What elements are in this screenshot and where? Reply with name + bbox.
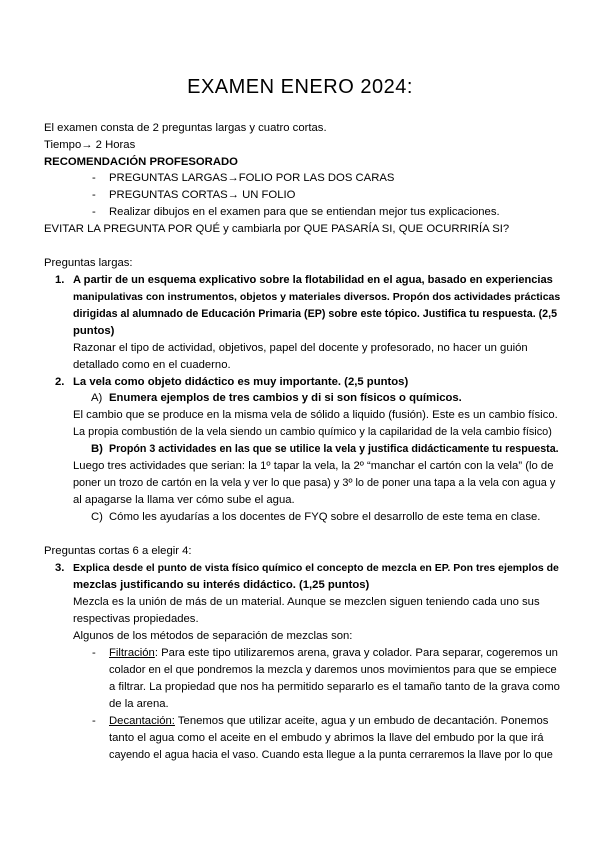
question-1-answer: Razonar el tipo de actividad, objetivos, papel del docente y profesorado, no hacer un guión (73, 342, 528, 354)
recommendation-item: PREGUNTAS LARGAS→FOLIO POR LAS DOS CARAS (109, 172, 395, 184)
decantation-text: cayendo el agua hacia el vaso. Cuando esta llegue a la punta cerraremos la llave por lo que (109, 749, 553, 761)
filtration-text: colador en el que pondremos la mezcla y daremos unos movimientos para que se empiece (109, 664, 557, 676)
bullet-dash: - (92, 715, 96, 727)
bullet-dash: - (92, 206, 96, 218)
question-2b-text: Propón 3 actividades en las que se utilice la vela y justifica didácticamente tu respuesta. (109, 443, 559, 455)
question-2a-answer: El cambio que se produce en la misma vela de sólido a liquido (fusión). Este es un cambio físico. (73, 409, 558, 421)
decantation-text: tanto el agua como el aceite en el embudo y abrimos la llave del embudo por la que irá (109, 732, 544, 744)
question-1-text: manipulativas con instrumentos, objetos y materiales diversos. Propón dos actividades prácticas (73, 291, 561, 303)
intro-line: El examen consta de 2 preguntas largas y cuatro cortas. (44, 122, 327, 134)
question-3-text: Explica desde el punto de vista físico químico el concepto de mezcla en EP. Pon tres ejemplos de (73, 562, 559, 574)
decantation-item (109, 713, 548, 730)
question-3-answer: Algunos de los métodos de separación de mezclas son: (73, 630, 353, 642)
recommendation-item: PREGUNTAS CORTAS→ UN FOLIO (109, 189, 296, 201)
filtration-item (109, 645, 558, 662)
bullet-dash: - (92, 189, 96, 201)
bullet-dash: - (92, 172, 96, 184)
bullet-dash: - (92, 647, 96, 659)
question-number: 3. (55, 562, 65, 574)
filtration-text: a filtrar. La propiedad que nos ha permitido separarlo es el tamaño tanto de la grava como (109, 681, 560, 693)
subquestion-marker: C) (91, 511, 103, 523)
question-2c-text: Cómo les ayudarías a los docentes de FYQ sobre el desarrollo de este tema en clase. (109, 511, 541, 523)
long-questions-header: Preguntas largas: (44, 257, 133, 269)
recommendation-title: RECOMENDACIÓN PROFESORADO (44, 156, 238, 168)
question-2a-answer: La propia combustión de la vela siendo un cambio químico y la capilaridad de la vela cambio físico) (73, 426, 552, 438)
question-1-text: A partir de un esquema explicativo sobre la flotabilidad en el agua, basado en experiencias (73, 274, 553, 286)
question-number: 1. (55, 274, 65, 286)
question-1-text: dirigidas al alumnado de Educación Primaria (EP) sobre este tópico. Justifica tu respuesta. (2,5 (73, 308, 558, 320)
page-title: EXAMEN ENERO 2024: (187, 76, 413, 98)
avoid-note: EVITAR LA PREGUNTA POR QUÉ y cambiarla por QUE PASARÍA SI, QUE OCURRIRÍA SI? (44, 223, 510, 235)
subquestion-marker: B) (91, 443, 103, 455)
intro-time: Tiempo→ 2 Horas (44, 139, 136, 151)
question-3-answer: Mezcla es la unión de más de un material. Aunque se mezclen siguen teniendo cada uno sus (73, 596, 540, 608)
question-2b-answer: Luego tres actividades que serian: la 1º tapar la vela, la 2º “manchar el cartón con la vela” (lo de (73, 460, 554, 472)
filtration-text: de la arena. (109, 698, 169, 710)
question-1-text: puntos) (73, 325, 115, 337)
question-3-answer: respectivas propiedades. (73, 613, 199, 625)
filtration-text: : Para este tipo utilizaremos arena, grava y colador. Para separar, cogeremos un (154, 647, 558, 659)
question-number: 2. (55, 376, 65, 388)
subquestion-marker: A) (91, 392, 103, 404)
recommendation-item: Realizar dibujos en el examen para que se entiendan mejor tus explicaciones. (109, 206, 500, 218)
question-2-title: La vela como objeto didáctico es muy importante. (2,5 puntos) (73, 376, 409, 388)
question-2b-answer: al apagarse la llama ver cómo sube el agua. (73, 494, 295, 506)
short-questions-header: Preguntas cortas 6 a elegir 4: (44, 545, 192, 557)
question-3-text: mezclas justificando su interés didáctico. (1,25 puntos) (73, 579, 370, 591)
question-2b-answer: poner un trozo de cartón en la vela y ver lo que pasa) y 3º lo de poner una tapa a la vela con agua y (73, 477, 556, 489)
decantation-text: Tenemos que utilizar aceite, agua y un embudo de decantación. Ponemos (174, 715, 549, 727)
question-2a-text: Enumera ejemplos de tres cambios y di si son físicos o químicos. (109, 392, 462, 404)
filtration-label: Filtración (109, 647, 155, 659)
decantation-label: Decantación: (109, 715, 175, 727)
question-1-answer: detallado como en el cuaderno. (73, 359, 231, 371)
